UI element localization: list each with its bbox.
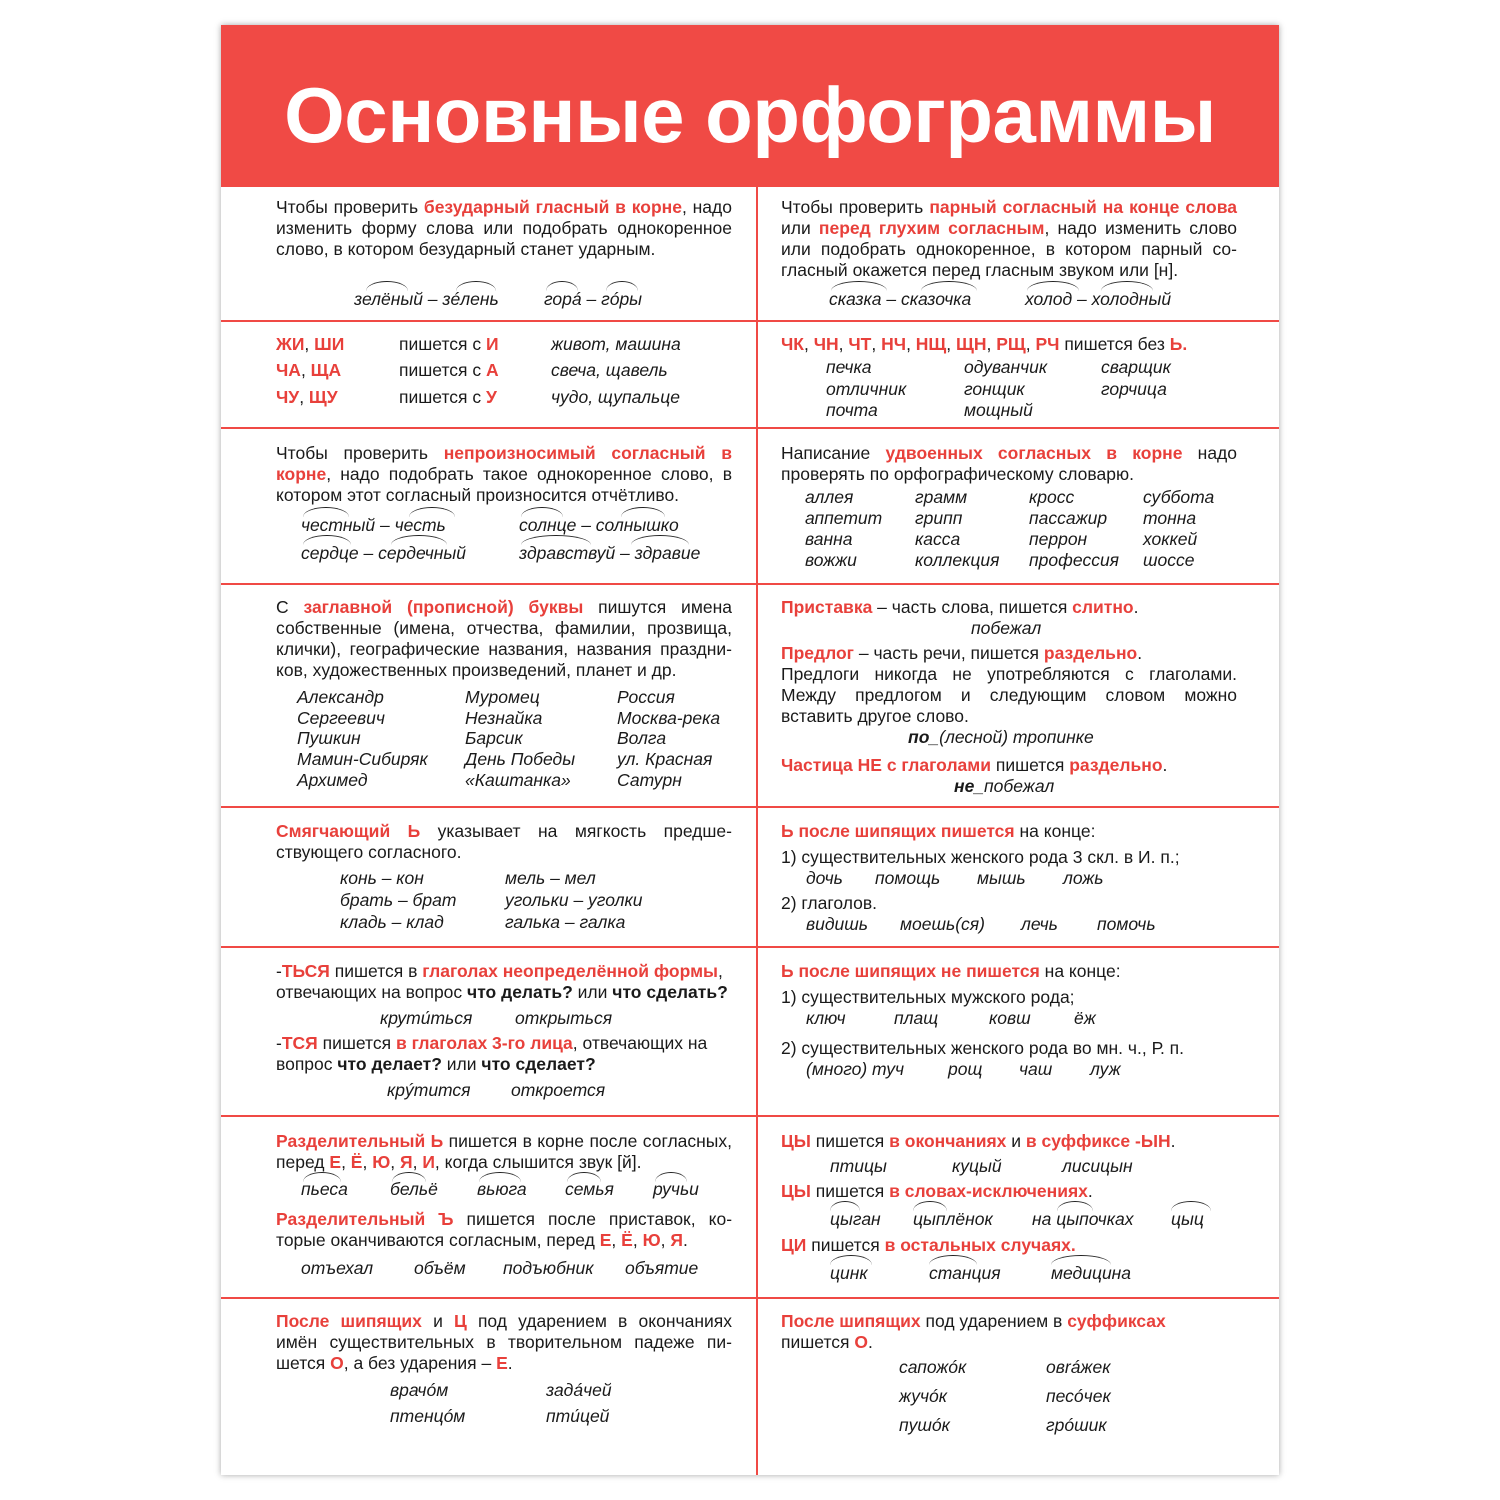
example-word: жучóк — [899, 1386, 948, 1406]
example-word: пьеса — [301, 1179, 348, 1199]
rule-text: , отвечающих на вопрос — [276, 1033, 708, 1074]
rule-row — [399, 387, 497, 408]
question: что сделать? — [612, 982, 728, 1002]
example-word: на цыпочках — [1032, 1209, 1134, 1229]
root-arc — [913, 1201, 947, 1211]
example-word: Москва-река — [617, 708, 721, 728]
letter-combo: ЖИ — [276, 334, 305, 354]
example-word: кладь – клад — [340, 912, 444, 932]
example-word: здравствуй – здравие — [519, 543, 701, 563]
letter-combo: ЧТ — [848, 334, 872, 354]
example-word: дочь — [806, 868, 843, 888]
poster — [221, 25, 1279, 1475]
rule-text: или — [572, 982, 613, 1002]
rule-highlight: Разделительный Ь — [276, 1131, 444, 1151]
rule-highlight: в остальных случаях. — [884, 1235, 1076, 1255]
row-divider — [221, 806, 1279, 808]
example-word: овráжек — [1046, 1357, 1111, 1377]
rule-text: пишется в корне после согласных, перед — [276, 1131, 732, 1172]
question: что делает? — [337, 1054, 442, 1074]
vowel: Е — [329, 1152, 342, 1172]
rule-text: на конце: — [1014, 821, 1096, 841]
rule-text: пишется после приставок, которые оканчиваются согласным, перед — [276, 1209, 733, 1250]
root-arc — [479, 1172, 521, 1182]
example-word: пти́цей — [546, 1406, 610, 1426]
letter-combo: ШИ — [314, 334, 345, 354]
root-arc — [391, 535, 447, 545]
root-arc — [831, 281, 887, 291]
rule-text: , надо изменить форму слова или подобрать однокоренное слово, в котором безударный станет ударным. — [276, 197, 732, 259]
example-word: грипп — [915, 508, 963, 528]
root-arc — [521, 535, 591, 545]
root-arc — [1027, 281, 1079, 291]
rule-highlight: После шипящих — [276, 1311, 422, 1331]
root-arc — [303, 1172, 341, 1182]
rule-highlight: в окончаниях — [889, 1131, 1007, 1151]
root-arc — [1171, 1201, 1211, 1211]
rule-tsi-other — [781, 1235, 1237, 1256]
example-word: бельё — [390, 1179, 438, 1199]
header-banner — [221, 25, 1279, 187]
root-arc — [921, 281, 977, 291]
example-word: профессия — [1029, 550, 1120, 570]
example-word: почта — [826, 400, 878, 420]
example-word: песóчек — [1046, 1386, 1111, 1406]
rule-text: пишется — [991, 755, 1070, 775]
root-arc — [1101, 281, 1153, 291]
row-divider — [221, 427, 1279, 429]
example-word: суббота — [1143, 487, 1215, 507]
example-word: «Каштанка» — [465, 770, 571, 790]
vowel: Е — [599, 1230, 612, 1250]
rule-preposition — [781, 643, 1237, 727]
example-word: побежал — [971, 618, 1042, 638]
rule-text: указывает на мягкость предшествующего согласного. — [276, 821, 732, 862]
letter-combo: ЧН — [813, 334, 839, 354]
letter-combo: ЧУ — [276, 387, 300, 407]
example-word: открыться — [515, 1008, 613, 1028]
example-word: ёж — [1074, 1008, 1096, 1028]
vowel: Ё — [621, 1230, 633, 1250]
example-word: видишь — [806, 914, 869, 934]
rule-tsya-third-person — [276, 1033, 732, 1075]
letter-combo: ЩУ — [308, 387, 338, 407]
preposition: по — [908, 727, 930, 747]
rule-text: . — [1133, 597, 1139, 617]
rule-highlight: глаголах неопределённой формы — [422, 961, 718, 981]
rule-highlight: удвоенных согласных в корне — [885, 443, 1183, 463]
root-arc — [456, 281, 496, 291]
example-word: Александр — [297, 687, 384, 707]
example-word: чудо, щупальце — [551, 387, 680, 407]
root-arc — [567, 1172, 601, 1182]
example-word: галька – галка — [505, 912, 626, 932]
example-word: куцый — [952, 1156, 1002, 1176]
row-divider — [221, 583, 1279, 585]
example-word: Волга — [617, 728, 667, 748]
rule-text: пишется — [781, 1332, 855, 1352]
example-word: угольки – уголки — [505, 890, 643, 910]
rule-highlight: в словах-исключениях — [889, 1181, 1088, 1201]
rule-text: под ударением в окончаниях имён существительных в творительном падеже пишется — [276, 1311, 733, 1373]
vowel: Я — [400, 1152, 413, 1172]
example-word: хоккей — [1143, 529, 1198, 549]
rule-text: . — [507, 1353, 513, 1373]
letter-combo: ЧК — [781, 334, 804, 354]
rule-text: пишется — [317, 1033, 396, 1053]
example-word: брать – брат — [340, 890, 457, 910]
rule-text: пишутся имена собственные (имена, отчества, фамилии, прозвища, клички), географические названия, названия праздников, художественных произведений, планет и др. — [276, 597, 732, 680]
rule-text: , когда слышится звук [й]. — [434, 1152, 642, 1172]
rule-text: , отвечающих на вопрос — [276, 961, 723, 1002]
rule-highlight: раздельно — [1043, 643, 1138, 663]
letter-combo: НЩ — [915, 334, 947, 354]
rule-text: пишется — [810, 1181, 890, 1201]
example-word: Архимед — [297, 770, 368, 790]
rule-text: , надо подобрать такое однокоренное слово, в котором этот согласный произносится отчётливо. — [276, 464, 732, 505]
rule-item: 2) существительных женского рода во мн. ч., Р. п. — [781, 1038, 1185, 1058]
rule-chk-combos: ЧК, ЧН, ЧТ, НЧ, НЩ, ЩН, РЩ, РЧ пишется без Ь. — [781, 334, 1188, 354]
example-word: Пушкин — [297, 728, 361, 748]
rule-unstressed-vowel — [276, 197, 732, 260]
example-word: помощь — [875, 868, 941, 888]
rule-highlight: ЦЫ — [781, 1131, 811, 1151]
rule-tsya-infinitive — [276, 961, 732, 1003]
example-word: отличник — [826, 379, 907, 399]
root-arc — [521, 507, 563, 517]
rule-text: , надо изменить слово или подобрать однокоренное, в котором парный согласный окажется перед гласным звуком или [н]. — [781, 218, 1238, 280]
example-word: ул. Красная — [617, 749, 713, 769]
letter-combo: НЧ — [881, 334, 907, 354]
vowel: У — [485, 387, 497, 407]
rule-highlight: Ь после шипящих не пишется — [781, 961, 1040, 981]
rule-separating-hard-sign: Разделительный Ъ пишется после приставок, которые оканчиваются согласным, перед Е, Ё, Ю, Я. — [276, 1209, 733, 1250]
rule-highlight: раздельно — [1069, 755, 1163, 775]
example-word: откроется — [511, 1080, 606, 1100]
example-word: горá – гóры — [544, 289, 643, 309]
rule-highlight: безударный гласный в корне — [423, 197, 682, 217]
rule-highlight: Частица НЕ с глаголами — [781, 755, 991, 775]
example-word: честный – честь — [301, 515, 446, 535]
vowel: Ё — [350, 1152, 363, 1172]
rule-text: - — [276, 1033, 282, 1053]
root-arc — [929, 1255, 977, 1265]
example-word: горчица — [1101, 379, 1167, 399]
rule-row: ЧА, ЩА — [276, 360, 342, 380]
vowel: Ю — [372, 1152, 391, 1172]
example-word: луж — [1090, 1059, 1121, 1079]
example-word: ванна — [805, 529, 853, 549]
rule-text: Чтобы проверить — [276, 443, 444, 463]
rule-text: на конце: — [1039, 961, 1121, 981]
example-word: цыплёнок — [913, 1209, 993, 1229]
example-word: объятие — [625, 1258, 699, 1278]
rule-highlight: Смягчающий Ь — [276, 821, 421, 841]
rule-capital-letter — [276, 597, 732, 681]
example-word: сварщик — [1101, 357, 1171, 377]
example-word: сказка – сказочка — [829, 289, 972, 309]
rule-sign-after-sibilants — [781, 821, 1237, 842]
vowel: А — [485, 360, 499, 380]
question: что делать? — [467, 982, 573, 1002]
example-word: солнце – солнышко — [519, 515, 679, 535]
example-word: пушóк — [899, 1415, 950, 1435]
example-word: кросс — [1029, 487, 1075, 507]
root-arc — [303, 535, 351, 545]
rule-highlight: перед глухим согласным — [818, 218, 1045, 238]
vowel: И — [485, 334, 499, 354]
example-word: птицы — [830, 1156, 887, 1176]
rule-item: 2) глаголов. — [781, 893, 878, 913]
rule-text: или — [441, 1054, 482, 1074]
rule-highlight: ЦИ — [781, 1235, 807, 1255]
example-word: крути́ться — [380, 1008, 473, 1028]
rule-paired-consonant — [781, 197, 1237, 281]
example-word: (много) туч — [806, 1059, 905, 1079]
example-word: медицина — [1051, 1263, 1132, 1283]
example-word: ковш — [989, 1008, 1031, 1028]
rule-highlight: ЦЫ — [781, 1181, 811, 1201]
root-arc — [1051, 1255, 1111, 1265]
rule-highlight: суффиксах — [1067, 1311, 1166, 1331]
rule-tsy-exceptions — [781, 1181, 1237, 1202]
root-arc — [392, 1172, 426, 1182]
example-word: Мамин-Сибиряк — [297, 749, 428, 769]
rule-text: пишется — [806, 1235, 885, 1255]
example-word: Россия — [617, 687, 675, 707]
example-word: Муромец — [465, 687, 540, 707]
rule-highlight: ТЬСЯ — [281, 961, 330, 981]
particle: не — [954, 776, 975, 796]
rule-highlight: Ь после шипящих пишется — [781, 821, 1015, 841]
example-word: сапожóк — [899, 1357, 967, 1377]
example-word: мель – мел — [505, 868, 596, 888]
root-arc — [409, 507, 455, 517]
example-word: объём — [414, 1258, 466, 1278]
letter-combo: ЩН — [956, 334, 987, 354]
example-word: семья — [565, 1179, 614, 1199]
rule-o-e-after-sibilants — [276, 1311, 732, 1374]
row-divider — [221, 946, 1279, 948]
root-arc — [631, 535, 689, 545]
letter-combo: ЧА — [276, 360, 301, 380]
rule-text: и — [421, 1311, 454, 1331]
rule-item: 1) существительных женского рода 3 скл. в И. п.; — [781, 847, 1180, 867]
rule-highlight: заглавной (прописной) буквы — [303, 597, 584, 617]
example-word: Незнайка — [465, 708, 543, 728]
example-word: отъехал — [301, 1258, 374, 1278]
example-phrase — [954, 776, 1054, 797]
example-word: мощный — [964, 400, 1033, 420]
rule-text: пишется в — [329, 961, 423, 981]
rule-separating-soft-sign: Разделительный Ь пишется в корне после согласных, перед Е, Ё, Ю, Я, И, когда слышится звук [й]. — [276, 1131, 732, 1172]
rule-text: . — [1162, 755, 1168, 775]
example-word: коллекция — [915, 550, 1000, 570]
root-arc — [1057, 1201, 1093, 1211]
rule-text: . — [1087, 1181, 1093, 1201]
rule-highlight: в глаголах 3-го лица — [395, 1033, 573, 1053]
letter-combo: РЧ — [1035, 334, 1060, 354]
rule-text: Чтобы проверить — [781, 197, 930, 217]
example-word: цыц — [1171, 1209, 1204, 1229]
example-word: шоссе — [1143, 550, 1195, 570]
rule-prefix — [781, 597, 1237, 618]
root-arc — [621, 507, 665, 517]
rule-tsy-endings — [781, 1131, 1237, 1152]
example-word: лисицын — [1062, 1156, 1133, 1176]
example-word: одуванчик — [964, 357, 1048, 377]
rule-text: пишется без — [1059, 334, 1170, 354]
rule-text: Написание — [781, 443, 886, 463]
root-arc — [830, 1255, 872, 1265]
example-word: врачóм — [390, 1380, 449, 1400]
example-word: тонна — [1143, 508, 1197, 528]
example-word: подъюбник — [503, 1258, 594, 1278]
example-word: моешь(ся) — [900, 914, 985, 934]
rule-text: пишется с — [399, 334, 486, 354]
root-arc — [655, 1172, 687, 1182]
example-word: печка — [826, 357, 872, 377]
rule-highlight: О — [854, 1332, 868, 1352]
rule-text: Предлоги никогда не употребляются с глаголами. Между предлогом и следующим словом можно вставить другое слово. — [781, 664, 1237, 726]
example-word: касса — [915, 529, 961, 549]
column-divider — [756, 187, 758, 1475]
rule-text: С — [276, 597, 304, 617]
rule-text: – часть речи, пишется — [853, 643, 1044, 663]
rule-text: под ударением в — [920, 1311, 1068, 1331]
root-arc — [546, 281, 578, 291]
rule-silent-consonant — [276, 443, 732, 506]
example-phrase — [908, 727, 1094, 748]
example-word: ключ — [806, 1008, 846, 1028]
example-word: Барсик — [465, 728, 523, 748]
rule-highlight: Ц — [454, 1311, 467, 1331]
rule-highlight: После шипящих — [781, 1311, 921, 1331]
example-word: мышь — [977, 868, 1026, 888]
rule-highlight: непроизносимый согласный в корне — [276, 443, 732, 484]
rule-text: и — [1006, 1131, 1026, 1151]
rule-highlight: Разделительный Ъ — [276, 1209, 454, 1229]
example-word: аппетит — [805, 508, 883, 528]
example-word: День Победы — [465, 749, 576, 769]
example-rest: _(лесной) тропинке — [929, 727, 1094, 747]
rule-highlight: парный согласный на конце слова — [929, 197, 1237, 217]
rule-text: . — [1137, 643, 1143, 663]
example-word: рощ — [948, 1059, 983, 1079]
rule-text: пишется с — [399, 360, 486, 380]
rule-row — [399, 360, 499, 381]
rule-text: надо проверять по орфографическому словарю. — [781, 443, 1238, 484]
example-word: лечь — [1021, 914, 1058, 934]
example-word: ложь — [1063, 868, 1104, 888]
example-word: плащ — [894, 1008, 939, 1028]
rule-row — [399, 334, 499, 355]
example-word: задáчей — [546, 1380, 612, 1400]
rule-text: или — [781, 218, 819, 238]
root-arc — [830, 1201, 860, 1211]
example-word: станция — [929, 1263, 1001, 1283]
vowel: Ю — [642, 1230, 661, 1250]
example-rest: _побежал — [974, 776, 1055, 796]
rule-highlight: Е — [496, 1353, 508, 1373]
soft-sign: Ь. — [1169, 334, 1188, 354]
rule-highlight: ТСЯ — [281, 1033, 318, 1053]
rule-row: ЧУ, ЩУ — [276, 387, 338, 407]
row-divider — [221, 1297, 1279, 1299]
rule-text: пишется — [810, 1131, 890, 1151]
example-word: свеча, щавель — [551, 360, 668, 380]
rule-double-consonant — [781, 443, 1237, 485]
root-arc — [303, 507, 349, 517]
rule-item: 1) существительных мужского рода; — [781, 987, 1075, 1007]
rule-particle-ne — [781, 755, 1237, 776]
rule-o-in-suffixes — [781, 1311, 1237, 1353]
rule-text: пишется с — [399, 387, 486, 407]
letter-combo: РЩ — [996, 334, 1026, 354]
root-arc — [366, 281, 408, 291]
vowel: И — [422, 1152, 435, 1172]
rule-highlight: Предлог — [781, 643, 854, 663]
rule-text: - — [276, 961, 282, 981]
example-word: грóшик — [1046, 1415, 1107, 1435]
example-word: живот, машина — [551, 334, 681, 354]
example-word: аллея — [805, 487, 854, 507]
vowel: Я — [670, 1230, 683, 1250]
example-word: конь – кон — [340, 868, 424, 888]
rule-row: ЖИ, ШИ — [276, 334, 345, 354]
question: что сделает? — [481, 1054, 596, 1074]
example-word: цыган — [830, 1209, 881, 1229]
example-word: вьюга — [477, 1179, 527, 1199]
letter-combo: ЩА — [310, 360, 342, 380]
example-word: зелёный – зéлень — [354, 289, 499, 309]
example-word: вожжи — [805, 550, 857, 570]
page-title: Основные орфограммы — [284, 71, 1216, 159]
example-word: Сатурн — [617, 770, 682, 790]
example-word: птенцóм — [390, 1406, 466, 1426]
rule-text: – часть слова, пишется — [872, 597, 1073, 617]
rule-highlight: О — [330, 1353, 344, 1373]
rule-text: . — [867, 1332, 873, 1352]
rule-text: Чтобы проверить — [276, 197, 424, 217]
example-word: сердце – сердечный — [301, 543, 467, 563]
root-arc — [606, 281, 638, 291]
example-word: холод – холодный — [1025, 289, 1172, 309]
example-word: цинк — [830, 1263, 868, 1283]
row-divider — [221, 1115, 1279, 1117]
example-word: грамм — [915, 487, 968, 507]
example-word: пассажир — [1029, 508, 1108, 528]
example-word: помочь — [1097, 914, 1156, 934]
rule-text: , а без ударения – — [343, 1353, 497, 1373]
example-word: крýтится — [387, 1080, 471, 1100]
rule-highlight: в суффиксе -ЫН — [1025, 1131, 1171, 1151]
example-word: гонщик — [964, 379, 1025, 399]
rule-highlight: слитно — [1072, 597, 1134, 617]
row-divider — [221, 320, 1279, 322]
rule-text: . — [1170, 1131, 1176, 1151]
example-word: чаш — [1019, 1059, 1053, 1079]
example-word: Сергеевич — [297, 708, 385, 728]
example-word: ручьи — [653, 1179, 699, 1199]
rule-softening-sign — [276, 821, 732, 863]
rule-highlight: Приставка — [781, 597, 873, 617]
rule-no-sign-after-sibilants — [781, 961, 1237, 982]
example-word: перрон — [1029, 529, 1088, 549]
